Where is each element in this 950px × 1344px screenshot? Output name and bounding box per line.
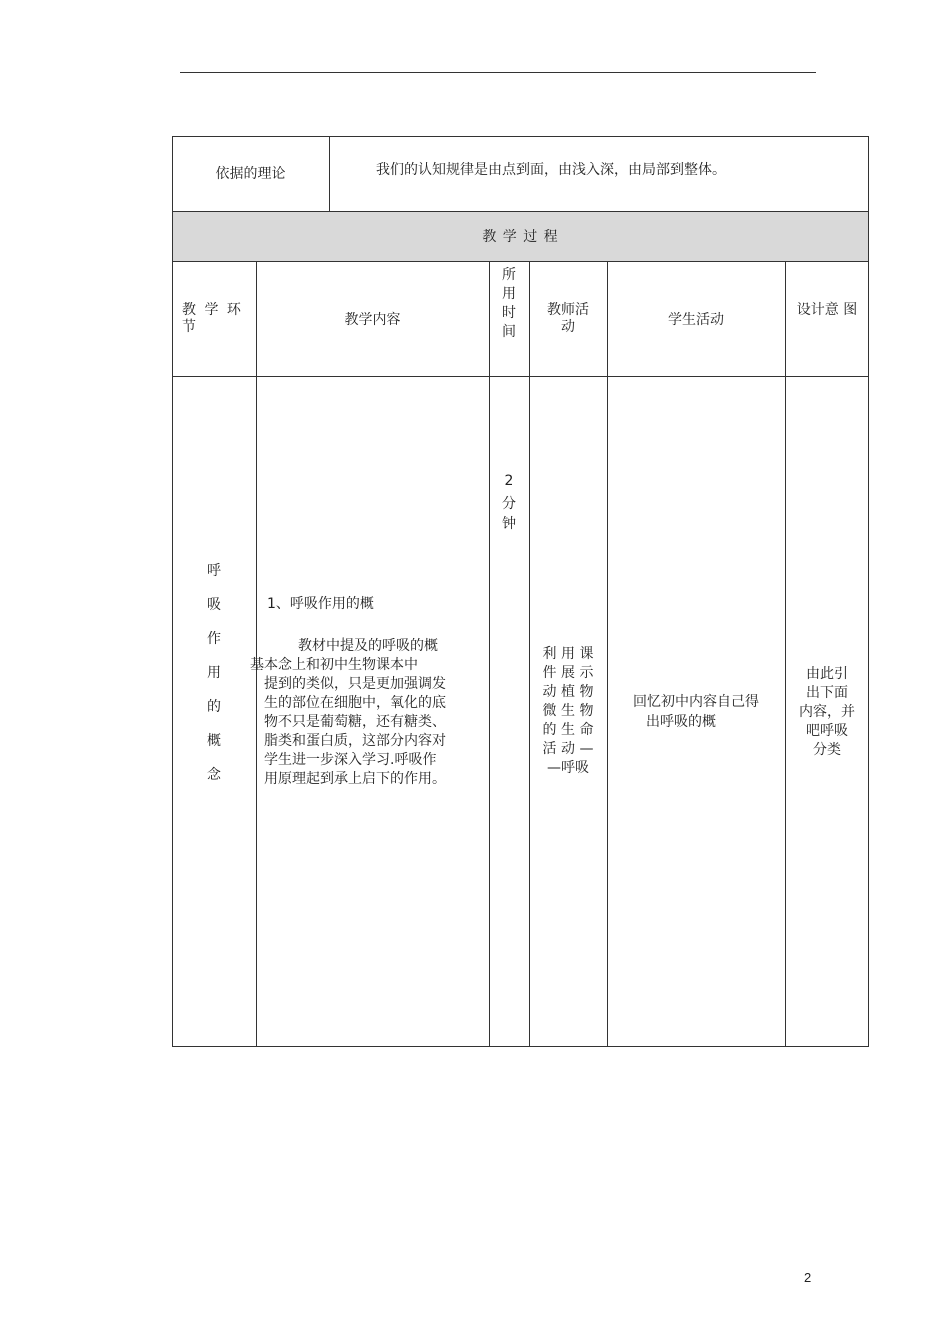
teacher-line: 微 生 物 xyxy=(542,703,594,719)
stage-char: 概 xyxy=(207,733,221,749)
header-teacher: 教师活 动 xyxy=(547,302,589,335)
stage-cell xyxy=(172,560,256,798)
time-line: 钟 xyxy=(502,516,516,532)
section-row-border xyxy=(172,261,869,262)
content-title: 1、呼吸作用的概 xyxy=(267,596,374,612)
teacher-line: —呼吸 xyxy=(547,760,589,776)
teacher-line: 的 生 命 xyxy=(542,722,594,738)
stage-char: 呼 xyxy=(207,563,221,579)
intent-cell xyxy=(786,665,868,760)
content-line: 念上和初中生物课本中 xyxy=(278,657,418,673)
content-line: 物不只是葡萄糖，还有糖类、 xyxy=(264,714,446,730)
col-divider-1 xyxy=(256,261,257,1047)
student-cell xyxy=(612,692,780,732)
col-divider-4 xyxy=(607,261,608,1047)
header-rule xyxy=(180,72,816,73)
intent-line: 出下面 xyxy=(806,685,848,701)
theory-label: 依据的理论 xyxy=(215,166,286,182)
teacher-line: 动 植 物 xyxy=(542,684,594,700)
col-divider-2 xyxy=(489,261,490,1047)
header-content: 教学内容 xyxy=(344,312,401,328)
header-time: 所 用 时 间 xyxy=(502,267,516,340)
student-line: 出呼吸的概 xyxy=(646,714,716,730)
theory-content: 我们的认知规律是由点到面，由浅入深，由局部到整体。 xyxy=(376,162,726,178)
header-row-border xyxy=(172,376,869,377)
col-divider-3 xyxy=(529,261,530,1047)
content-line: 教材中提及的呼吸的概 xyxy=(298,638,438,654)
stage-char: 作 xyxy=(207,631,221,647)
stage-char: 吸 xyxy=(207,597,221,613)
student-line: 回忆初中内容自己得 xyxy=(633,694,759,710)
teacher-line: 件 展 示 xyxy=(542,665,594,681)
content-line: 提到的类似，只是更加强调发 xyxy=(264,676,446,692)
teacher-line: 活 动 — xyxy=(542,741,594,757)
theory-divider xyxy=(329,136,330,211)
intent-line: 由此引 xyxy=(806,666,848,682)
time-line: 分 xyxy=(502,496,516,512)
content-line: 生的部位在细胞中，氧化的底 xyxy=(264,695,446,711)
content-body xyxy=(264,637,486,789)
content-line: 脂类和蛋白质，这部分内容对 xyxy=(264,733,446,749)
col-divider-5 xyxy=(785,261,786,1047)
header-intent: 设计意 图 xyxy=(796,302,858,318)
intent-line: 内容，并 xyxy=(799,704,855,720)
time-cell xyxy=(497,473,521,533)
intent-line: 分类 xyxy=(813,742,841,758)
page-number: 2 xyxy=(804,1270,812,1285)
teacher-line: 利 用 课 xyxy=(542,646,594,662)
stage-char: 念 xyxy=(207,767,221,783)
content-line: 用原理起到承上启下的作用。 xyxy=(264,771,446,787)
content-overlap-text: 基本 xyxy=(250,657,278,673)
header-stage: 教 学 环 节 xyxy=(182,302,243,335)
stage-char: 的 xyxy=(207,699,221,715)
stage-char: 用 xyxy=(207,665,221,681)
section-title: 教 学 过 程 xyxy=(482,229,559,245)
header-student: 学生活动 xyxy=(668,312,724,328)
time-line: 2 xyxy=(504,473,514,489)
intent-line: 吧呼吸 xyxy=(806,723,848,739)
content-line: 学生进一步深入学习.呼吸作 xyxy=(264,752,437,768)
teacher-cell xyxy=(533,645,603,778)
